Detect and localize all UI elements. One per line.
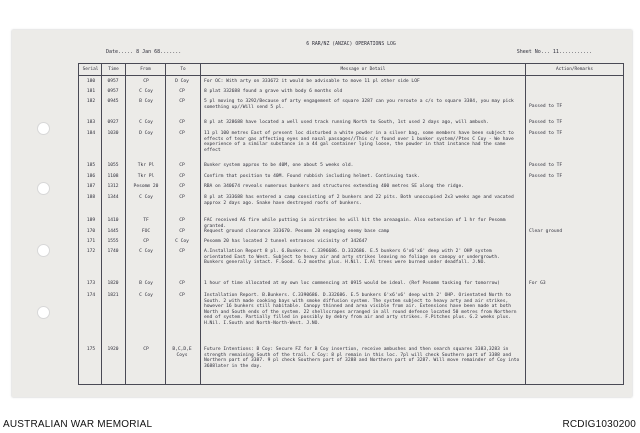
from-cell: C Coy: [139, 195, 153, 200]
serial-cell: 189: [86, 218, 96, 223]
from-cell: CP: [143, 79, 149, 84]
sheet-number: Sheet No... 11...........: [516, 49, 592, 55]
to-cell: CP: [179, 229, 185, 234]
message-cell: Installation Report. B.Bunkers. C.3390686. D.332686. E.5 bunkers 6'x6'x6' deep with 2' OHP. Orientated North to South. 2 with made cooking bays with smoke diffusion system. The system subject to heavy arty and air strikes, however 16 bunkers still habitable. Canopy thinned and area visible from air. Extensions have been made at both North and South ends of the system. 22 shellscrapes arranged in all round defence located 50 metres from Northern end of system. Partially filled in possibly by debry from air and arty strikes. F.Pitches plus. G.2 weeks plus. H.Nil. I.South and North-North-West. J.NO.: [204, 293, 517, 326]
message-cell: 8 plat 332688 found a grave with body 6 months old: [204, 89, 343, 94]
punch-hole: [37, 244, 50, 257]
to-cell: CP: [179, 174, 185, 179]
log-date: Date..... 8 Jan 68.......: [106, 49, 182, 55]
punch-hole: [37, 306, 50, 319]
from-cell: C Coy: [139, 249, 153, 254]
message-cell: FAC received AS fire while putting in airstrikes he will hit the areaagain. Also extension of 1 hr for Pesomm granted.: [204, 218, 506, 229]
message-cell: 1 hour of time allocated at my own loc commencing at 0915 would be ideal. (Ref Pesomm tasking for tomorrow): [204, 281, 500, 286]
serial-cell: 174: [86, 293, 96, 298]
message-cell: 8 pl at 328688 have located a well used track running North to South, 1st used 2 days ago, will ambush.: [204, 120, 489, 125]
serial-cell: 186: [86, 174, 96, 179]
log-title: 6 RAR/NZ (ANZAC) OPERATIONS LOG: [306, 42, 396, 47]
from-cell: D Coy: [139, 131, 153, 136]
to-cell: CP: [179, 89, 185, 94]
archive-reference: RCDIG1030200: [562, 419, 636, 430]
serial-cell: 181: [86, 89, 96, 94]
from-cell: B Coy: [139, 281, 153, 286]
time-cell: 0957: [107, 89, 119, 94]
to-cell: B,C,D,E Coys: [172, 347, 192, 358]
message-cell: Confirm that position to 40M. Found rubbish including helmet. Continuing task.: [204, 174, 420, 179]
time-cell: 1055: [107, 163, 119, 168]
action-cell: Clear ground: [529, 229, 563, 234]
time-cell: 1821: [107, 293, 119, 298]
time-cell: 1344: [107, 195, 119, 200]
archive-credit: AUSTRALIAN WAR MEMORIAL: [3, 419, 153, 430]
action-cell: For G3: [529, 281, 546, 286]
time-cell: 1445: [107, 229, 119, 234]
serial-cell: 175: [86, 347, 96, 352]
from-cell: Pesomm 20: [133, 184, 159, 189]
punch-hole: [37, 122, 50, 135]
time-cell: 0945: [107, 99, 119, 104]
time-cell: 0927: [107, 120, 119, 125]
serial-cell: 185: [86, 163, 96, 168]
column-header-message: Message or Detail: [340, 67, 386, 72]
time-cell: 1920: [107, 347, 119, 352]
time-cell: 1410: [107, 218, 119, 223]
time-cell: 1108: [107, 174, 119, 179]
serial-cell: 184: [86, 131, 96, 136]
serial-cell: 173: [86, 281, 96, 286]
column-header-serial: Serial: [82, 67, 99, 72]
time-cell: 1030: [107, 131, 119, 136]
to-cell: CP: [179, 120, 185, 125]
action-cell: Passed to TF: [529, 104, 563, 109]
to-cell: CP: [179, 249, 185, 254]
to-cell: CP: [179, 131, 185, 136]
to-cell: CP: [179, 195, 185, 200]
to-cell: CP: [179, 99, 185, 104]
operations-log-form: [78, 40, 624, 388]
log-table: [78, 63, 624, 385]
action-cell: Passed to TF: [529, 163, 563, 168]
from-cell: CP: [143, 239, 149, 244]
time-cell: 0957: [107, 79, 119, 84]
message-cell: Request ground clearance 333670. Pesomm 20 engaging enemy base camp: [204, 229, 390, 234]
serial-cell: 188: [86, 195, 96, 200]
to-cell: CP: [179, 218, 185, 223]
column-header-from: From: [140, 67, 151, 72]
serial-cell: 182: [86, 99, 96, 104]
serial-cell: 170: [86, 229, 96, 234]
serial-cell: 187: [86, 184, 96, 189]
serial-cell: 180: [86, 79, 96, 84]
time-cell: 1740: [107, 249, 119, 254]
column-header-to: To: [180, 67, 186, 72]
to-cell: C Coy: [175, 239, 189, 244]
serial-cell: 183: [86, 120, 96, 125]
action-cell: Passed to TF: [529, 120, 563, 125]
action-cell: Passed to TF: [529, 174, 563, 179]
from-cell: TF: [143, 218, 149, 223]
from-cell: CP: [143, 347, 149, 352]
from-cell: FOC: [141, 229, 151, 234]
from-cell: B Coy: [139, 99, 153, 104]
from-cell: C Coy: [139, 120, 153, 125]
message-cell: Bunker system approx to be 40M, one about 5 weeks old.: [204, 163, 354, 168]
time-cell: 1312: [107, 184, 119, 189]
serial-cell: 171: [86, 239, 96, 244]
message-cell: RBA on 340674 reveals numerous bunkers and structures extending 400 metres SE along the ridge.: [204, 184, 464, 189]
message-cell: 11 pl 100 metres East of present loc disturbed a white powder in a silver bag, some members have been subject to effects of tear gas affecting eyes and nasal passages//This c/s found over 1 bunker system//Ptes C Coy - We have experience of a similar substance in a 44 gal container lying loose, the powder in that instance had the same effect: [204, 131, 514, 153]
message-cell: A.Installation Report 8 pl. 6.Bunkers. C.3396686. D.332686. E.5 bunkers 6'x6'x6' deep with 2' OHP system orientated East to West. Subject to heavy air and arty strikes leaving no foliage on canopy or undergrowth. Bunkers generally intact. F.Good. G.2 months plus. H.Nil. I.Al trees were burned under deadfall. J.NO.: [204, 249, 500, 265]
message-cell: Future Intentions: B Coy: Secure FZ for B Coy insertion, receive ambushes and then search squares 3383,3283 in strength remaining South of the trail. C Coy: 8 pl remain in this loc. 7pl will check Southern part of 3388 and Northern part of 3387. 9 pl check Southern part of 3288 and Northern part of 3287. Will move remainder of Coy into 3688later in the day.: [204, 347, 520, 369]
serial-cell: 172: [86, 249, 96, 254]
message-cell: Pesomm 20 has located 2 tunnel entrances vicinity of 342647: [204, 239, 368, 244]
to-cell: D Coy: [175, 79, 189, 84]
message-cell: For OC: With arty on 333672 it would be advisable to move 11 pl other side LOF: [204, 79, 420, 84]
document-sheet: [12, 30, 632, 397]
from-cell: C Coy: [139, 293, 153, 298]
time-cell: 1555: [107, 239, 119, 244]
action-cell: Passed to TF: [529, 131, 563, 136]
to-cell: CP: [179, 184, 185, 189]
message-cell: 8 pl at 333688 has entered a camp consisting of 2 bunkers and 22 pits. Both unoccupied 2x3 weeks age and vacated approx 2 days ago. Snake have destroyed roofs of bunkers.: [204, 195, 514, 206]
to-cell: CP: [179, 293, 185, 298]
from-cell: C Coy: [139, 89, 153, 94]
from-cell: Tkr Pl: [137, 163, 155, 168]
column-header-time: Time: [108, 67, 119, 72]
from-cell: Tkr Pl: [137, 174, 155, 179]
punch-hole: [37, 182, 50, 195]
time-cell: 1820: [107, 281, 119, 286]
to-cell: CP: [179, 163, 185, 168]
column-header-action: Action/Remarks: [555, 67, 593, 72]
message-cell: 5 pl moving to 3292/Because of arty engagement of square 3287 can you reroute a c/s to square 3384, you may pick something up//Will send 5 pl.: [204, 99, 514, 110]
to-cell: CP: [179, 281, 185, 286]
